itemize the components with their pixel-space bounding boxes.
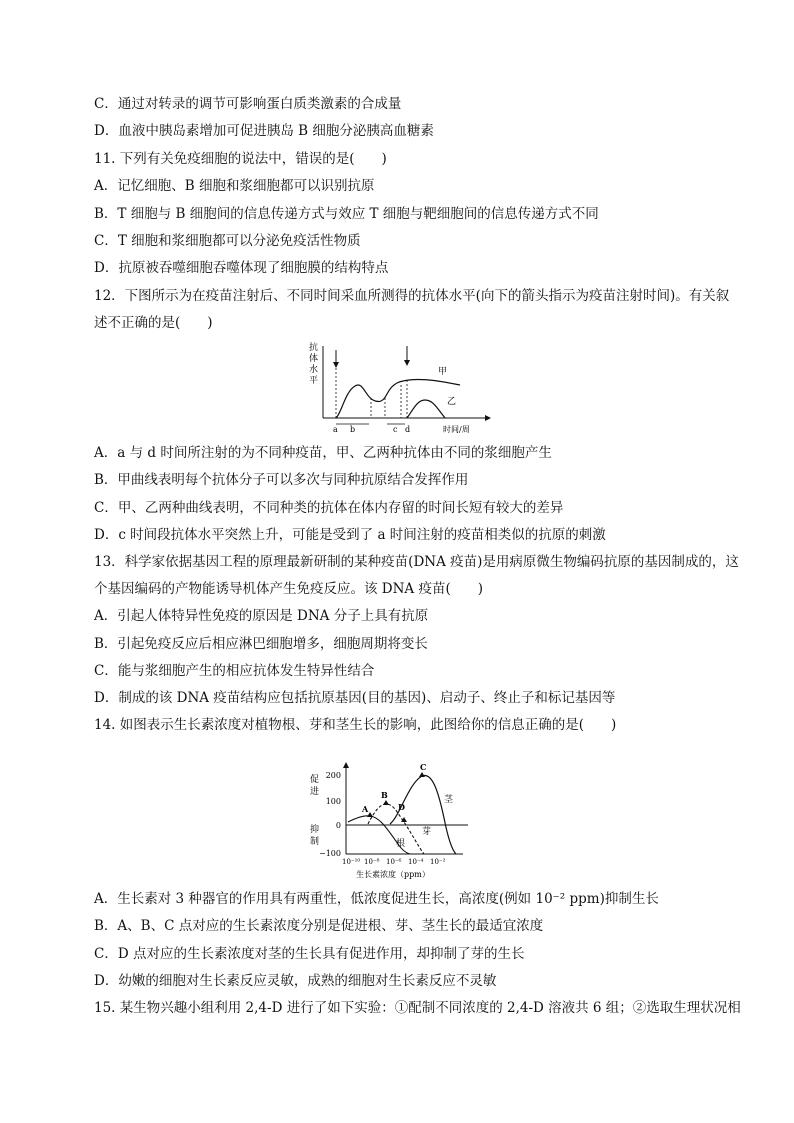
q14-option-b: B．A、B、C 点对应的生长素浓度分别是促进根、芽、茎生长的最适宜浓度 [94,918,544,934]
label-stem: 茎 [444,795,454,805]
svg-text:10⁻⁴: 10⁻⁴ [408,858,424,866]
q11-stem: 11. 下列有关免疫细胞的说法中，错误的是( ) [94,151,387,167]
antibody-level-figure [305,340,495,435]
q12-option-d: D．c 时间段抗体水平突然上升，可能是受到了 a 时间注射的疫苗相类似的抗原的刺激 [94,527,606,543]
svg-text:水: 水 [309,365,319,375]
q13-stem: 13．科学家依据基因工程的原理最新研制的某种疫苗(DNA 疫苗)是用病原微生物编码抗原的基因制成的，这 [94,554,739,570]
injection-arrow-d [404,346,410,366]
q13-option-c: C．能与浆细胞产生的相应抗体发生特异性结合 [94,663,375,679]
q14-option-c: C．D 点对应的生长素浓度对茎的生长具有促进作用，却抑制了芽的生长 [94,946,525,962]
point-C: C [420,762,427,772]
point-A: A [362,804,369,814]
auxin-effect-figure [308,760,493,880]
label-bud: 芽 [422,827,432,837]
q12-option-b: B．甲曲线表明每个抗体分子可以多次与同种抗原结合发挥作用 [94,472,469,488]
point-a: a [333,425,338,434]
q12-option-a: A．a 与 d 时间所注射的为不同种疫苗，甲、乙两种抗体由不同的浆细胞产生 [94,445,552,461]
svg-text:促: 促 [310,775,320,785]
q11-option-b: B．T 细胞与 B 细胞间的信息传递方式与效应 T 细胞与靶细胞间的信息传递方式不同 [94,206,599,222]
q13-option-a: A．引起人体特异性免疫的原因是 DNA 分子上具有抗原 [94,608,429,624]
svg-text:抑: 抑 [310,825,320,835]
q13-option-b: B．引起免疫反应后相应淋巴细胞增多，细胞周期将变长 [94,636,428,652]
x-axis-label: 生长素浓度（ppm） [356,870,430,879]
q10-option-d: D．血液中胰岛素增加可促进胰岛 B 细胞分泌胰高血糖素 [94,123,434,139]
q14-option-d: D．幼嫩的细胞对生长素反应灵敏，成熟的细胞对生长素反应不灵敏 [94,973,497,989]
series-label-yi: 乙 [447,397,457,407]
q12-option-c: C．甲、乙两种曲线表明，不同种类的抗体在体内存留的时间长短有较大的差异 [94,500,564,516]
svg-text:10⁻⁸: 10⁻⁸ [364,858,380,866]
label-root: 根 [396,839,406,849]
svg-text:进: 进 [310,787,320,797]
svg-text:0: 0 [335,821,341,830]
svg-text:10⁻²: 10⁻² [430,858,446,866]
point-B: B [381,790,388,800]
curve-yi [407,400,445,418]
q11-option-c: C．T 细胞和浆细胞都可以分泌免疫活性物质 [94,233,361,249]
q13-stem-cont: 个基因编码的产物能诱导机体产生免疫反应。该 DNA 疫苗( ) [94,581,484,597]
curve-jia [336,379,460,418]
injection-arrow-a [333,350,339,368]
point-b: b [350,425,356,434]
point-D: D [398,802,405,812]
series-label-jia: 甲 [438,367,448,377]
q15-stem: 15. 某生物兴趣小组利用 2,4-D 进行了如下实验：①配制不同浓度的 2,4-D 溶液共 6 组；②选取生理状况相 [94,1000,741,1016]
q12-stem: 12．下图所示为在疫苗注射后、不同时间采血所测得的抗体水平(向下的箭头指示为疫苗注射时间)。有关叙 [94,288,730,304]
svg-text:体: 体 [309,354,319,364]
svg-text:抗: 抗 [309,343,319,353]
svg-text:平: 平 [309,376,319,386]
svg-text:10⁻¹⁰: 10⁻¹⁰ [342,858,361,866]
svg-text:100: 100 [325,797,341,806]
q12-stem-cont: 述不正确的是( ) [94,315,213,331]
x-axis-label: 时间/周 [443,425,470,434]
svg-text:200: 200 [325,771,341,780]
q13-option-d: D．制成的该 DNA 疫苗结构应包括抗原基因(目的基因)、启动子、终止子和标记基因等 [94,690,616,706]
point-c: c [393,425,398,434]
q14-stem: 14. 如图表示生长素浓度对植物根、芽和茎生长的影响，此图给你的信息正确的是( ) [94,717,617,733]
svg-text:制: 制 [310,837,320,847]
point-d: d [405,425,411,434]
svg-text:−100: −100 [319,849,341,858]
q11-option-d: D．抗原被吞噬细胞吞噬体现了细胞膜的结构特点 [94,260,389,276]
q10-option-c: C．通过对转录的调节可影响蛋白质类激素的合成量 [94,96,402,112]
y-axis-label [309,341,318,386]
q14-option-a: A．生长素对 3 种器官的作用具有两重性，低浓度促进生长，高浓度(例如 10⁻² ppm)抑制生长 [94,891,659,907]
q11-option-a: A．记忆细胞、B 细胞和浆细胞都可以识别抗原 [94,178,375,194]
svg-text:10⁻⁶: 10⁻⁶ [386,858,402,866]
